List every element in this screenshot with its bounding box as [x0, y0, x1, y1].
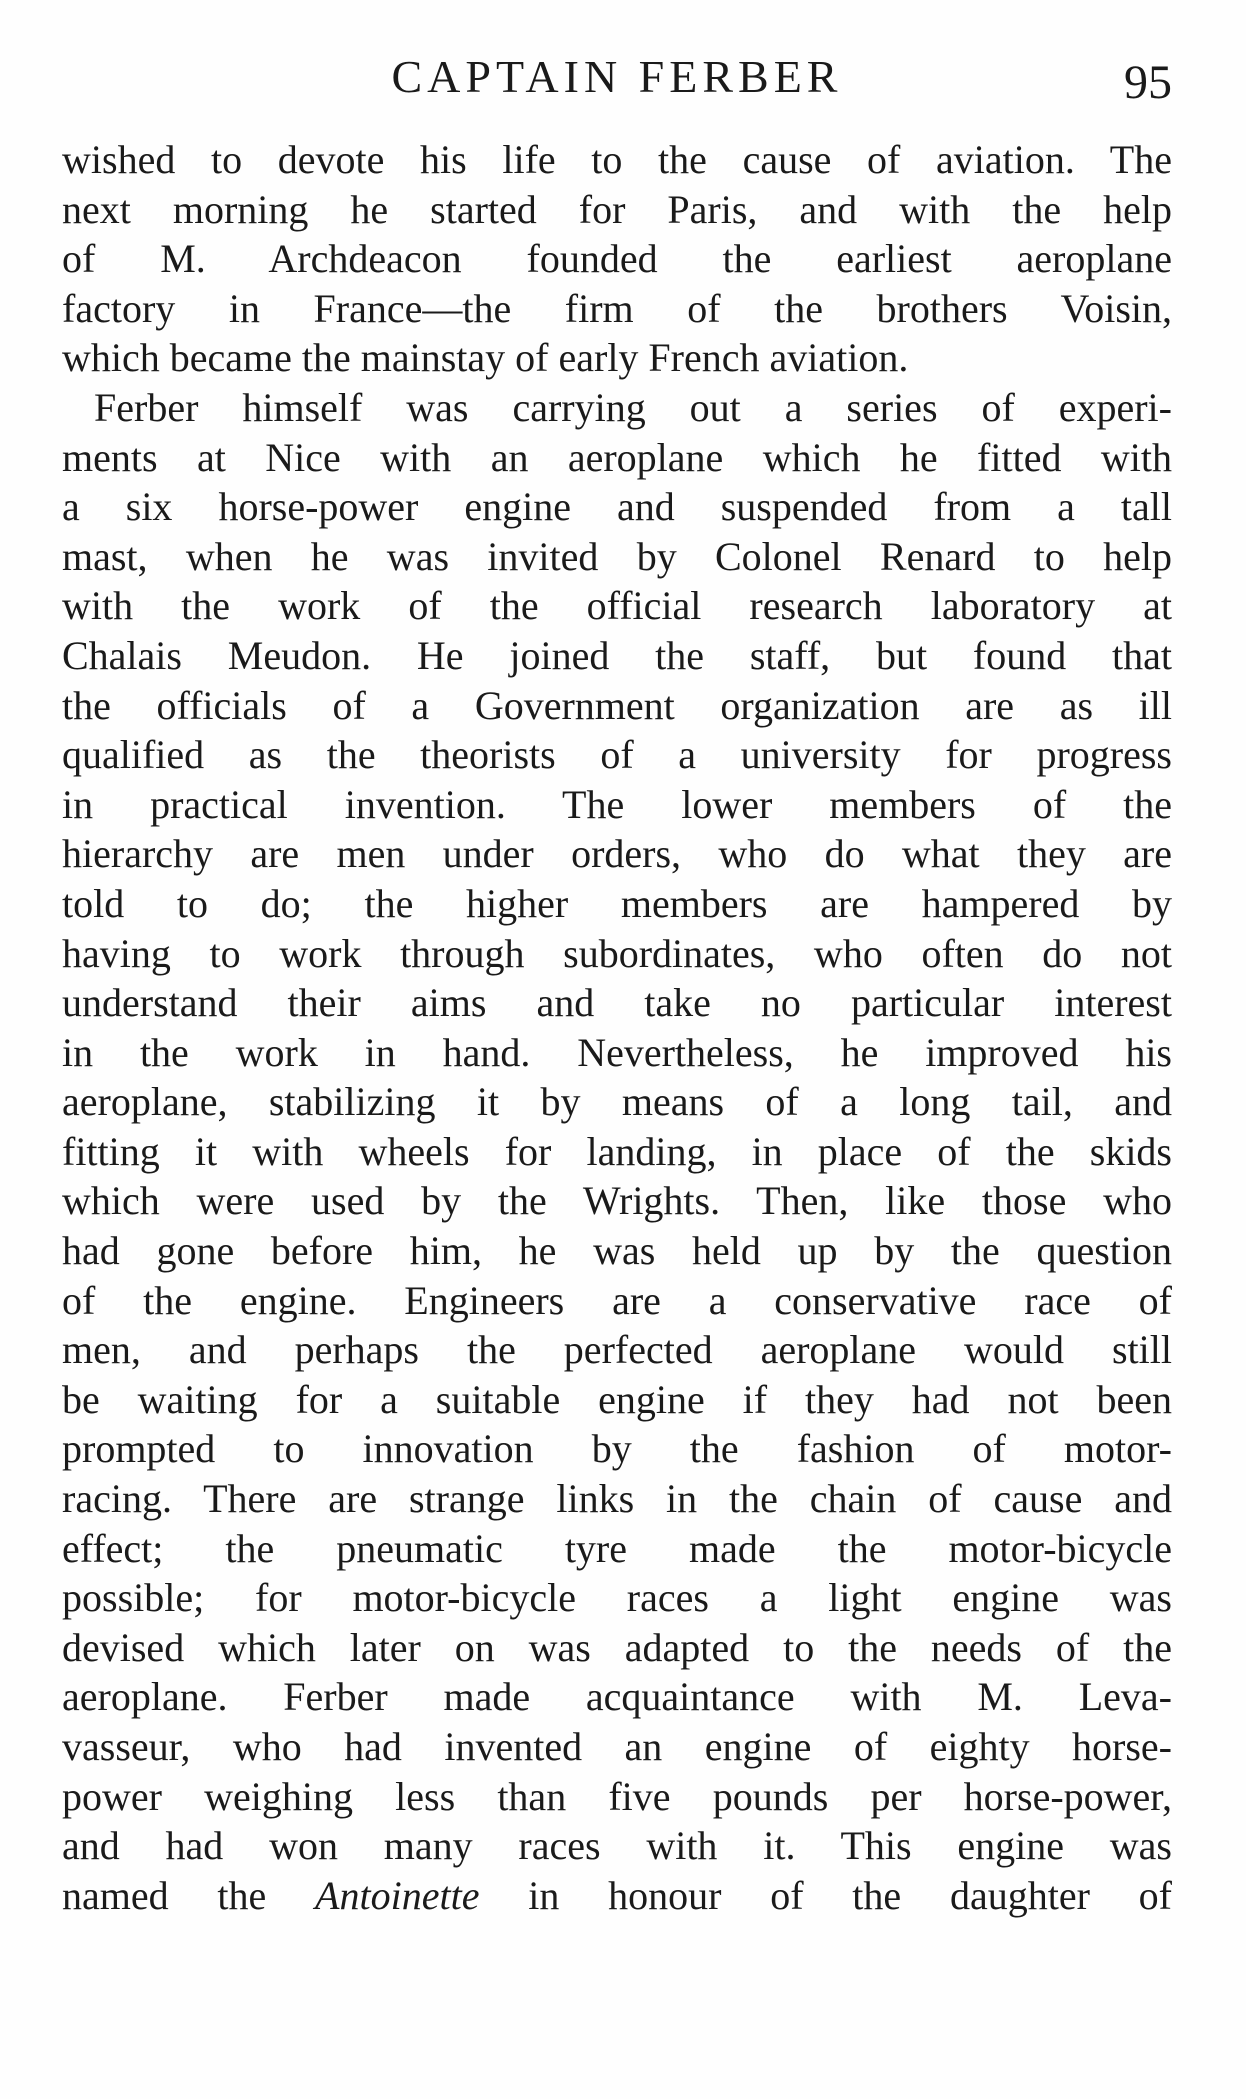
text-line: power weighing less than five pounds per horse-power,: [62, 1773, 1172, 1819]
text-line: factory in France—the firm of the brothers Voisin,: [62, 285, 1172, 331]
text-line: Ferber himself was carrying out a series of experi-: [94, 384, 1172, 430]
text-line: wished to devote his life to the cause of aviation. The: [62, 137, 1172, 182]
text-line: a six horse-power engine and suspended from a tall: [62, 484, 1172, 530]
running-head: [62, 48, 1172, 108]
text-line: men, and perhaps the perfected aeroplane would still: [62, 1327, 1172, 1373]
text-line: told to do; the higher members are hampered by: [62, 880, 1172, 926]
text-line: effect; the pneumatic tyre made the motor-bicycle: [62, 1525, 1172, 1571]
text-line: in the work in hand. Nevertheless, he improved his: [62, 1029, 1172, 1075]
text-line: possible; for motor-bicycle races a light engine was: [62, 1575, 1172, 1621]
body-text: [62, 135, 1172, 1920]
text-line: devised which later on was adapted to the needs of the: [62, 1624, 1172, 1670]
text-line: aeroplane, stabilizing it by means of a long tail, and: [62, 1079, 1172, 1125]
text-line: be waiting for a suitable engine if they had not been: [62, 1376, 1172, 1422]
text-line: in practical invention. The lower members of the: [62, 781, 1172, 827]
text-line: the officials of a Government organization are as ill: [62, 682, 1172, 728]
text-line: prompted to innovation by the fashion of motor-: [62, 1426, 1172, 1472]
text-line: vasseur, who had invented an engine of eighty horse-: [62, 1724, 1172, 1769]
text-segment: in honour of the daughter of: [479, 1872, 1172, 1918]
text-line: of the engine. Engineers are a conservative race of: [62, 1277, 1172, 1323]
text-line: understand their aims and take no particular interest: [62, 980, 1172, 1026]
running-title: CAPTAIN FERBER: [391, 51, 843, 102]
text-line: aeroplane. Ferber made acquaintance with M. Leva-: [62, 1674, 1172, 1720]
text-line: fitting it with wheels for landing, in place of the skids: [62, 1128, 1172, 1174]
text-segment: named the: [62, 1872, 316, 1918]
text-line: had gone before him, he was held up by the question: [62, 1228, 1172, 1274]
text-line: qualified as the theorists of a university for progress: [62, 732, 1172, 778]
text-line: ments at Nice with an aeroplane which he fitted with: [62, 434, 1172, 480]
text-line: next morning he started for Paris, and with the help: [62, 186, 1172, 232]
text-line: and had won many races with it. This engine was: [62, 1823, 1172, 1869]
italic-title: Antoinette: [315, 1872, 480, 1918]
text-line: which became the mainstay of early French aviation.: [62, 335, 909, 381]
text-line: mast, when he was invited by Colonel Renard to help: [62, 533, 1172, 579]
text-line: having to work through subordinates, who often do not: [62, 930, 1172, 976]
text-line: hierarchy are men under orders, who do what they are: [62, 831, 1172, 877]
text-line: racing. There are strange links in the chain of cause and: [62, 1476, 1172, 1522]
text-line: Chalais Meudon. He joined the staff, but found that: [62, 632, 1172, 678]
text-line-final: [62, 1871, 1172, 1921]
text-line: which were used by the Wrights. Then, like those who: [62, 1178, 1172, 1224]
page-number: 95: [1124, 56, 1172, 109]
text-line: with the work of the official research laboratory at: [62, 583, 1172, 629]
text-line: of M. Archdeacon founded the earliest aeroplane: [62, 236, 1172, 282]
